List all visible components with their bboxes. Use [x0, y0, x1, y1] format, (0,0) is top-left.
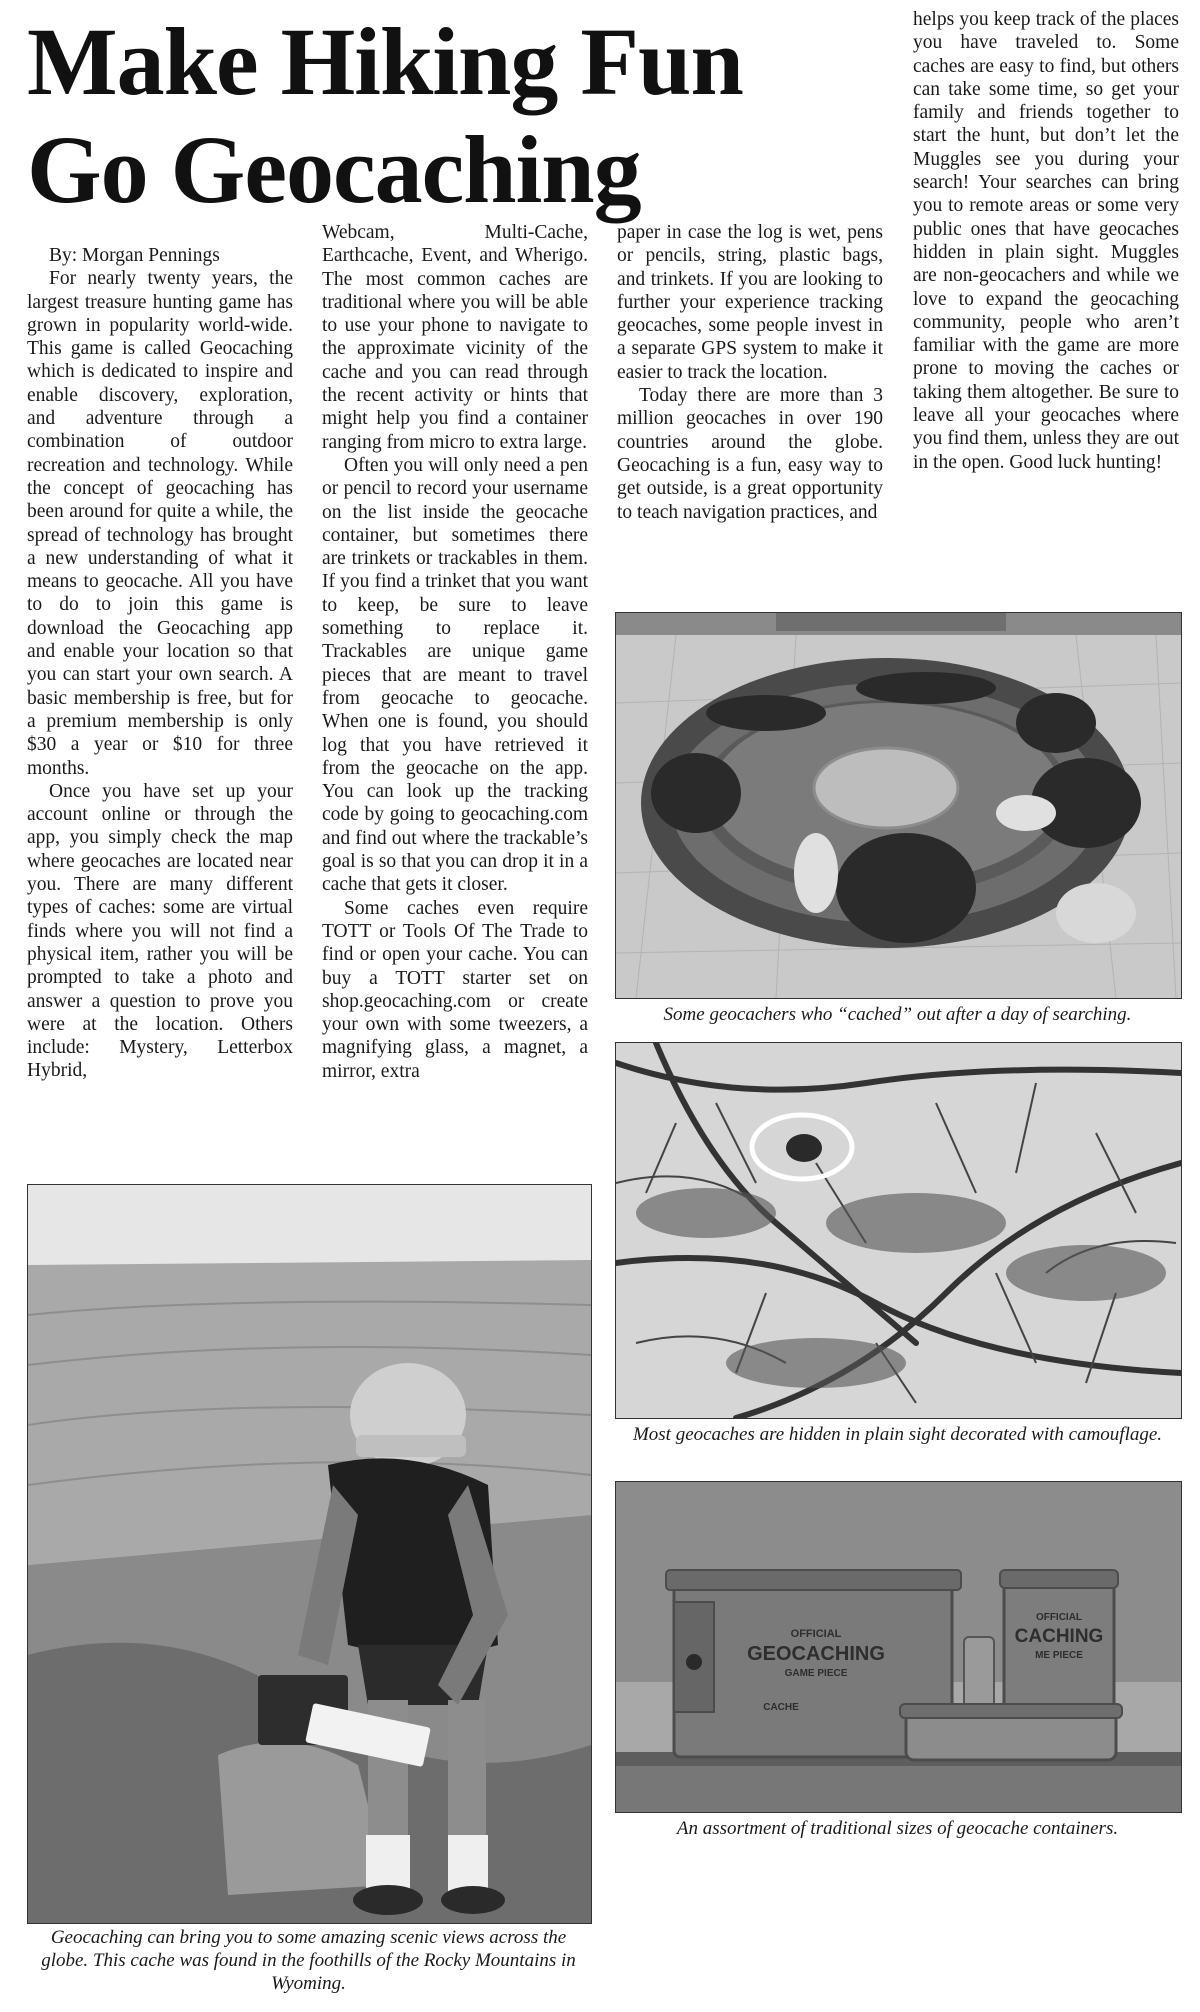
geocachers-circle-image — [616, 613, 1181, 998]
paragraph: paper in case the log is wet, pens or pencils, string, plastic bags, and trinkets. If you are looking to further your experience tracking geocaches, some people invest in a separate GPS system to make it easier to track the location. — [617, 222, 883, 383]
caption-geocache-containers: An assortment of traditional sizes of geocache containers. — [676, 1818, 1119, 1839]
caption-geocachers-circle: Some geocachers who “cached” out after a day of searching. — [663, 1004, 1132, 1025]
paragraph: helps you keep track of the places you have traveled to. Some caches are easy to find, but others can take some time, so get your family and friends together to start the hunt, but don’t let the Muggles see you during your search! Your searches can bring you to remote areas or some very public ones that have geocaches hidden in plain sight. Muggles are non-geocachers and while we love to expand the geocaching community, people who aren’t familiar with the game are more prone to moving the caches or taking them altogether. Be sure to leave all your geocaches where you find them, unless they are out in the open. Good luck hunting! — [913, 9, 1179, 473]
photo-hiker-foothills — [27, 1184, 592, 1924]
caption-hiker-foothills: Geocaching can bring you to some amazing scenic views across the globe. This cache was found in the foothills of the Rocky Mountains in Wyoming. — [41, 1927, 576, 1994]
photo-hidden-cache-tree — [615, 1042, 1182, 1419]
geocache-containers-image — [616, 1482, 1181, 1812]
paragraph: Once you have set up your account online or through the app, you simply check the map where geocaches are located near you. There are many different types of caches: some are virtual finds where you will not find a physical item, rather you will be prompted to take a photo and answer a question to prove you were at the location. Others include: Mystery, Letterbox Hybrid, — [27, 780, 293, 1082]
article-column-4 — [913, 8, 1179, 474]
article-column-1 — [27, 244, 293, 1083]
paragraph: Today there are more than 3 million geocaches in over 190 countries around the globe. Geocaching is a fun, easy way to get outside, is a great opportunity to teach navigation practices, and — [617, 385, 883, 523]
byline: By: Morgan Pennings — [49, 245, 220, 266]
article-headline — [27, 8, 867, 224]
hidden-cache-tree-image — [616, 1043, 1181, 1418]
paragraph: Often you will only need a pen or pencil to record your username on the list inside the geocache container, but sometimes there are trinkets or trackables in them. If you find a trinket that you want to keep, be sure to leave something to replace it. Trackables are unique game pieces that are meant to travel from geocache to geocache. When one is found, you should log that you have retrieved it from the geocache on the app. You can look up the tracking code by going to geocaching.com and find out where the trackable’s goal is so that you can drop it in a cache that gets it closer. — [322, 454, 588, 896]
photo-geocachers-circle — [615, 612, 1182, 999]
photo-geocache-containers — [615, 1481, 1182, 1813]
ammo-can-label-2: GEOCACHING — [747, 1643, 885, 1665]
headline-line-2: Go Geocaching — [27, 116, 641, 223]
paragraph: Webcam, Multi-Cache, Earthcache, Event, and Wherigo. The most common caches are traditional where you will be able to use your phone to navigate to the approximate vicinity of the cache and you can read through the recent activity or hints that might help you find a container ranging from micro to extra large. — [322, 222, 588, 453]
article-column-3 — [617, 221, 883, 524]
ammo-can-label-3: GAME PIECE — [784, 1668, 848, 1679]
hiker-foothills-image — [28, 1185, 591, 1923]
ammo-can-label-4: CACHE — [763, 1702, 799, 1713]
ammo-can-label-1: OFFICIAL — [790, 1628, 842, 1640]
caption-hidden-cache-tree: Most geocaches are hidden in plain sight decorated with camouflage. — [632, 1424, 1163, 1445]
jar-label-2: CACHING — [1014, 1626, 1104, 1647]
paragraph: Some caches even require TOTT or Tools Of The Trade to find or open your cache. You can buy a TOTT starter set on shop.geocaching.com or create your own with some tweezers, a magnifying glass, a magnet, a mirror, extra — [322, 897, 588, 1082]
jar-label-1: OFFICIAL — [1035, 1612, 1083, 1623]
jar-label-3: ME PIECE — [1035, 1650, 1083, 1661]
paragraph: For nearly twenty years, the largest treasure hunting game has grown in popularity world-wide. This game is called Geocaching which is dedicated to inspire and enable discovery, exploration, and adventure through a combination of outdoor recreation and technology. While the concept of geocaching has been around for quite a while, the spread of technology has brought a new understanding of what it means to geocache. All you have to do to join this game is download the Geocaching app and enable your location so that you can start your own search. A basic membership is free, but for a premium membership is only $30 a year or $10 for three months. — [27, 268, 293, 779]
article-column-2 — [322, 221, 588, 1083]
headline-line-1: Make Hiking Fun — [27, 8, 743, 115]
